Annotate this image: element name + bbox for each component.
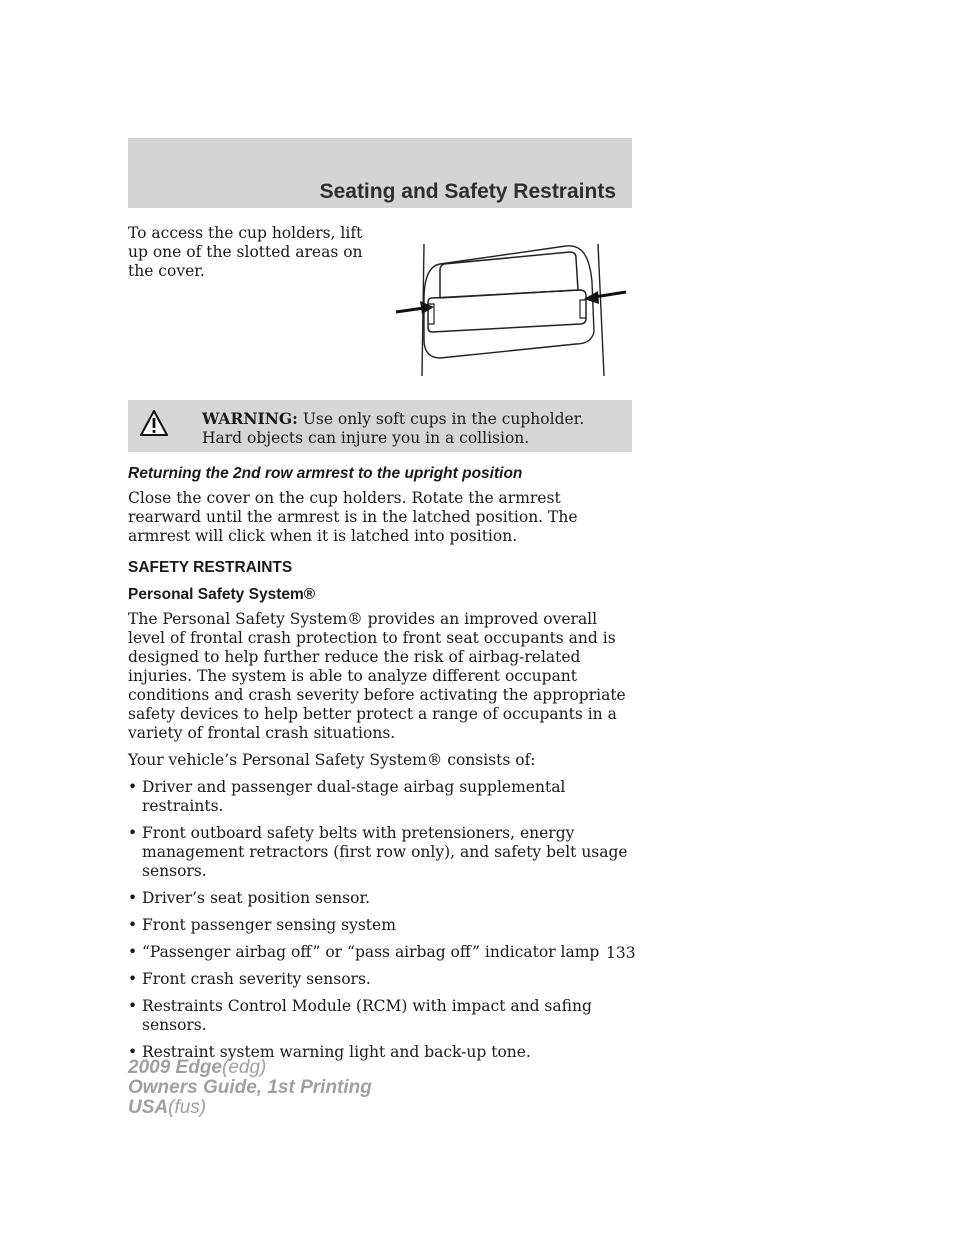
list-item — [128, 778, 638, 816]
footer-model: 2009 Edge — [128, 1057, 222, 1078]
list-item — [128, 916, 638, 935]
footer-market-code: (fus) — [168, 1097, 207, 1118]
footer-market: USA — [128, 1097, 169, 1118]
bullet-icon: • — [128, 997, 138, 1015]
intro-paragraph: To access the cup holders, lift up one of the slotted areas on the cover. — [128, 224, 363, 280]
document-footer — [128, 1058, 372, 1118]
footer-line-2: Owners Guide, 1st Printing — [128, 1077, 372, 1098]
cupholder-cover-illustration — [388, 240, 632, 380]
warning-triangle-icon — [140, 410, 168, 436]
page-header — [128, 138, 632, 208]
main-content — [128, 464, 638, 1070]
list-item-text: Restraint system warning light and back-up tone. — [142, 1043, 531, 1061]
footer-line-1 — [128, 1058, 372, 1078]
safety-paragraph-2: Your vehicle’s Personal Safety System® consists of: — [128, 751, 536, 769]
list-item — [128, 824, 638, 881]
bullet-icon: • — [128, 824, 138, 842]
personal-safety-system-heading: Personal Safety System® — [128, 586, 316, 603]
warning-box — [128, 400, 632, 452]
bullet-icon: • — [128, 1043, 138, 1061]
list-item — [128, 997, 638, 1035]
page-number: 133 — [606, 944, 636, 962]
list-item-text: “Passenger airbag off” or “pass airbag off” indicator lamp — [142, 943, 600, 961]
section-title: Seating and Safety Restraints — [319, 180, 616, 203]
list-item — [128, 943, 638, 962]
list-item-text: Driver’s seat position sensor. — [142, 889, 371, 907]
footer-line-3 — [128, 1098, 372, 1118]
returning-heading: Returning the 2nd row armrest to the upright position — [128, 465, 523, 482]
bullet-icon: • — [128, 889, 138, 907]
list-item — [128, 889, 638, 908]
warning-label: WARNING: — [202, 409, 298, 428]
warning-text — [202, 409, 622, 448]
bullet-icon: • — [128, 943, 138, 961]
list-item-text: Front outboard safety belts with pretensioners, energy management retractors (first row only), and safety belt usage sensors. — [142, 824, 628, 880]
safety-restraints-heading: SAFETY RESTRAINTS — [128, 559, 293, 576]
list-item-text: Front passenger sensing system — [142, 916, 396, 934]
footer-model-code: (edg) — [222, 1057, 267, 1078]
bullet-icon: • — [128, 778, 138, 796]
warning-message: Use only soft cups in the cupholder. Hard objects can injure you in a collision. — [202, 410, 585, 447]
list-item — [128, 970, 638, 989]
list-item-text: Driver and passenger dual-stage airbag supplemental restraints. — [142, 778, 566, 815]
returning-paragraph: Close the cover on the cup holders. Rotate the armrest rearward until the armrest is in the latched position. The armrest will click when it is latched into position. — [128, 489, 578, 545]
safety-components-list — [128, 778, 638, 1062]
safety-paragraph-1: The Personal Safety System® provides an improved overall level of frontal crash protection to front seat occupants and is designed to help further reduce the risk of airbag-related injuries. The system is able to analyze different occupant conditions and crash severity before activating the appropriate safety devices to help better protect a range of occupants in a variety of frontal crash situations. — [128, 610, 626, 742]
bullet-icon: • — [128, 916, 138, 934]
list-item-text: Restraints Control Module (RCM) with impact and safing sensors. — [142, 997, 592, 1034]
list-item-text: Front crash severity sensors. — [142, 970, 371, 988]
bullet-icon: • — [128, 970, 138, 988]
